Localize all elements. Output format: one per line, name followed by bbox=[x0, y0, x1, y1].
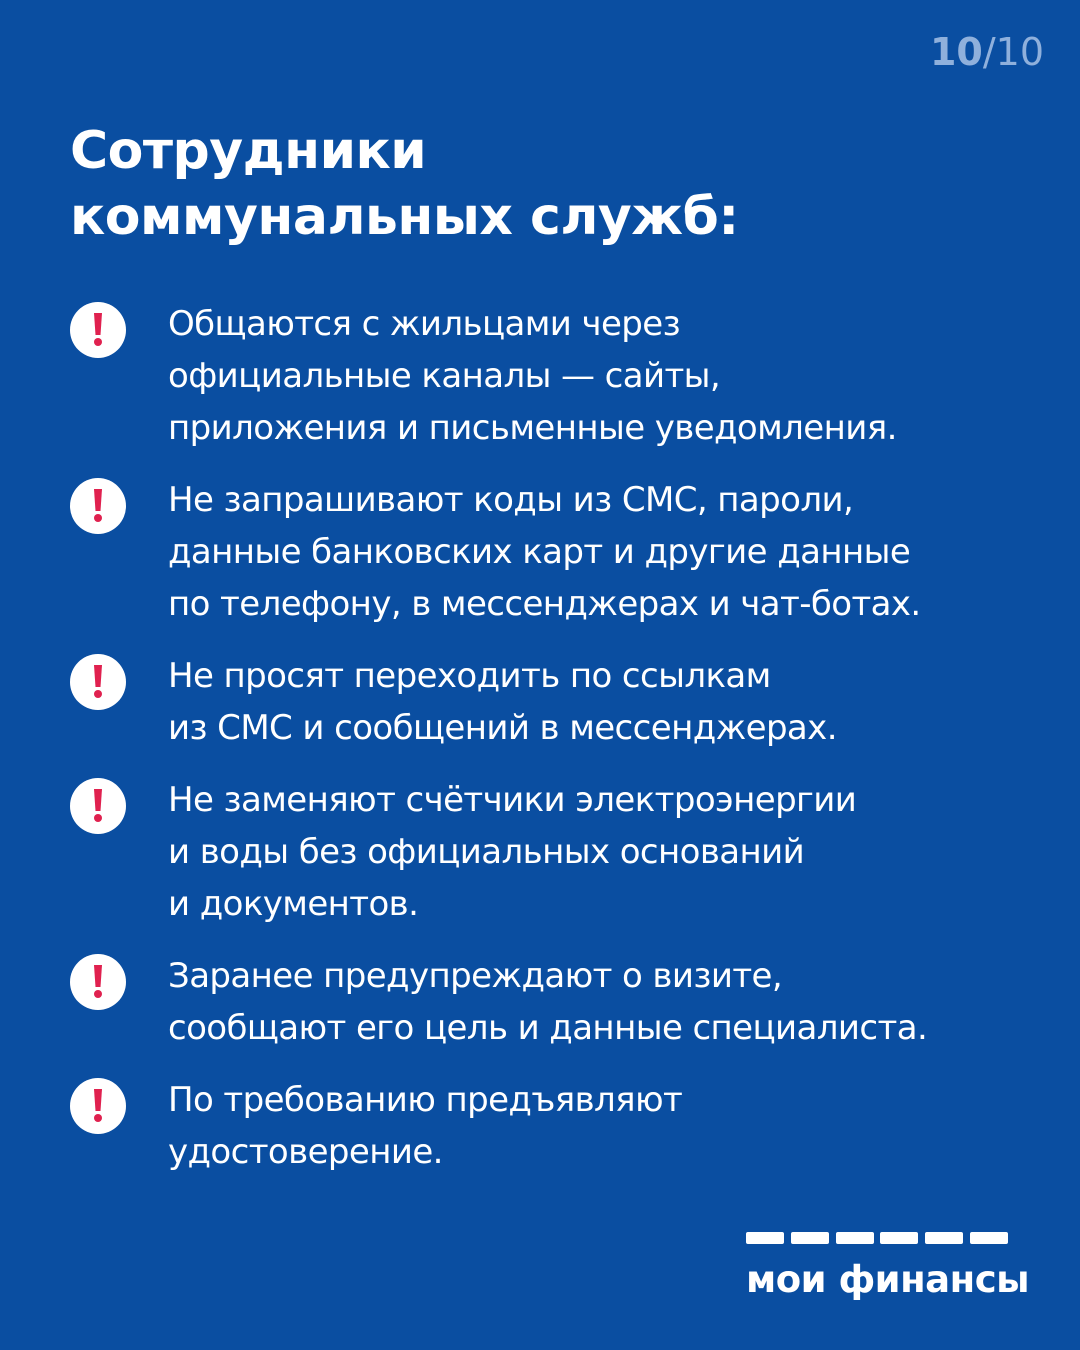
page-counter bbox=[930, 30, 1044, 74]
exclamation-icon bbox=[70, 478, 126, 534]
list-item-line: Не запрашивают коды из СМС, пароли, bbox=[168, 480, 854, 520]
page-total: 10 bbox=[995, 30, 1044, 74]
list-item-line: приложения и письменные уведомления. bbox=[168, 408, 897, 448]
list-item-line: Заранее предупреждают о визите, bbox=[168, 956, 783, 996]
list-item-text bbox=[168, 474, 921, 630]
brand-bar bbox=[746, 1232, 784, 1244]
list-item-line: и воды без официальных оснований bbox=[168, 832, 805, 872]
list-item-line: Не просят переходить по ссылкам bbox=[168, 656, 771, 696]
list-item-line: Не заменяют счётчики электроэнергии bbox=[168, 780, 857, 820]
brand-bar bbox=[970, 1232, 1008, 1244]
list-item-text bbox=[168, 298, 897, 454]
exclamation-icon bbox=[70, 302, 126, 358]
page-title bbox=[70, 118, 1010, 250]
list-item-text bbox=[168, 950, 927, 1054]
exclamation-icon bbox=[70, 1078, 126, 1134]
list-item bbox=[70, 650, 1030, 754]
list-item-line: по телефону, в мессенджерах и чат-ботах. bbox=[168, 584, 921, 624]
list-item bbox=[70, 1074, 1030, 1178]
list-item-line: данные банковских карт и другие данные bbox=[168, 532, 911, 572]
list-item-line: сообщают его цель и данные специалиста. bbox=[168, 1008, 928, 1048]
rules-list bbox=[70, 298, 1030, 1198]
list-item bbox=[70, 298, 1030, 454]
list-item-line: официальные каналы — сайты, bbox=[168, 356, 721, 396]
list-item-text bbox=[168, 1074, 682, 1178]
brand-name: мои финансы bbox=[746, 1258, 1030, 1301]
exclamation-icon bbox=[70, 654, 126, 710]
list-item-line: и документов. bbox=[168, 884, 419, 924]
list-item bbox=[70, 474, 1030, 630]
list-item-line: удостоверение. bbox=[168, 1132, 443, 1172]
list-item bbox=[70, 950, 1030, 1054]
list-item-text bbox=[168, 650, 837, 754]
brand-bar bbox=[925, 1232, 963, 1244]
title-line-2: коммунальных служб: bbox=[70, 187, 739, 247]
list-item-line: из СМС и сообщений в мессенджерах. bbox=[168, 708, 837, 748]
list-item-line: Общаются с жильцами через bbox=[168, 304, 681, 344]
title-line-1: Сотрудники bbox=[70, 121, 427, 181]
page-current: 10 bbox=[929, 30, 983, 74]
page-separator: / bbox=[982, 30, 996, 74]
brand-bar bbox=[880, 1232, 918, 1244]
list-item-text bbox=[168, 774, 856, 930]
brand-bar bbox=[791, 1232, 829, 1244]
brand-logo bbox=[746, 1232, 1030, 1302]
list-item bbox=[70, 774, 1030, 930]
exclamation-icon bbox=[70, 778, 126, 834]
list-item-line: По требованию предъявляют bbox=[168, 1080, 683, 1120]
exclamation-icon bbox=[70, 954, 126, 1010]
brand-bar bbox=[836, 1232, 874, 1244]
brand-bars bbox=[746, 1232, 1008, 1244]
